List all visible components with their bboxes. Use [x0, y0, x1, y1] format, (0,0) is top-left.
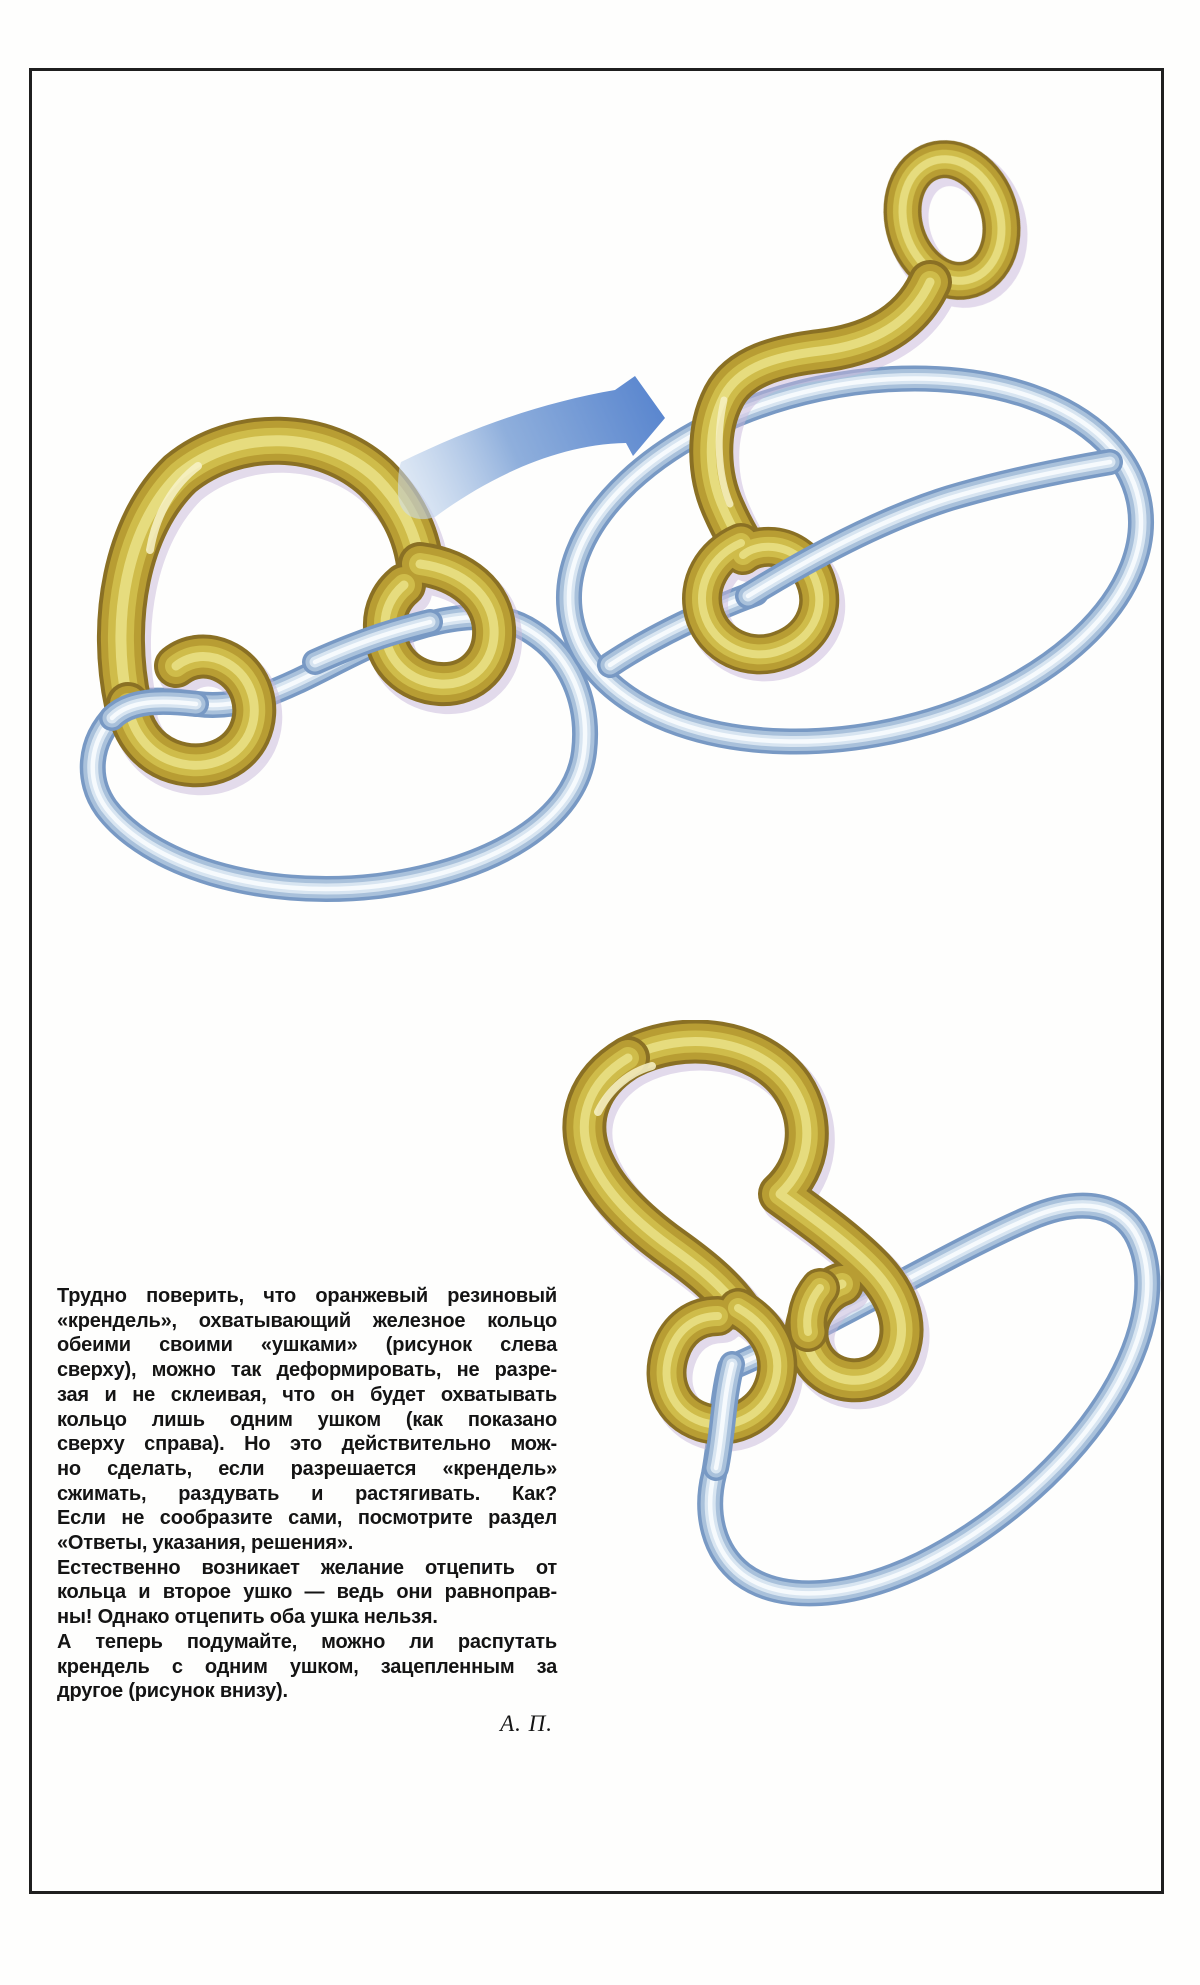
author-signature: А. П. — [500, 1710, 553, 1736]
paragraph-2: Естественно возникает желание отцепить от кольца и второе ушко — ведь они равноправ- ны! Однако отцепить оба ушка нельзя. — [57, 1556, 557, 1629]
paragraph-1: Трудно поверить, что оранжевый резиновый «крендель», охватывающий железное кольцо обеими своими «ушками» (рисунок слева сверху), можно так деформировать, не разре- зая и не склеивая, что он будет охватывать кольцо лишь одним ушком (как показано сверху справа). Но это действительно мож- но сделать, если разрешается «крендель» сжимать, раздувать и растягивать. Как? Если не сообразите сами, посмотрите раздел «Ответы, указания, решения». — [57, 1285, 557, 1555]
paragraph-3: А теперь подумайте, можно ли распутать крендель с одним ушком, зацепленным за другое (рисунок внизу). — [57, 1630, 557, 1703]
article-text — [57, 1284, 557, 1737]
